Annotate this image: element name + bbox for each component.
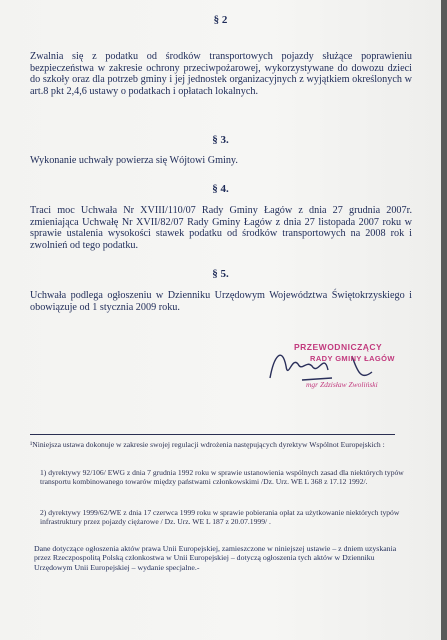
footnote-item-1: 1) dyrektywy 92/106/ EWG z dnia 7 grudnia 1992 roku w sprawie ustanowienia wspólnych zasad dla niektórych typów transportu kombinowanego towarów między państwami członkowskimi /Dz. Urz. WE L 368 z 17.12 1992/. xyxy=(40,468,404,487)
stamp-name: mgr Zdzisław Zwoliński xyxy=(306,380,378,389)
footnote-note: Dane dotyczące ogłoszenia aktów prawa Unii Europejskiej, zamieszczone w niniejszej ustawie – z dniem uzyskania przez Rzeczpospolitą Polską członkostwa w Unii Europejskiej – dotyczą ogłoszenia tych aktów w Dzienniku Urzędowym Unii Europejskiej – wydanie specjalne.- xyxy=(34,544,397,572)
section-2-text: Zwalnia się z podatku od środków transportowych pojazdy służące poprawieniu bezpieczeństwa w zakresie ochrony przeciwpożarowej, wykorzystywane do dowozu dzieci do szkoły oraz dla potrzeb gminy i jej jednostek organizacyjnych z wyjątkiem określonych w art.8 pkt 2,4,6 ustawy o podatkach i opłatach lokalnych. xyxy=(30,51,412,97)
scan-edge xyxy=(441,0,447,640)
section-4-title: § 4. xyxy=(212,183,229,195)
stamp-title: PRZEWODNICZĄCY xyxy=(294,342,383,352)
section-4-text: Traci moc Uchwała Nr XVIII/110/07 Rady Gminy Łagów z dnia 27 grudnia 2007r. zmieniająca Uchwałę Nr XVII/82/07 Rady Gminy Łagów z dnia 27 listopada 2007 roku w sprawie ustalenia wysokości stawek podatku od środków transportowych na 2008 rok i zwolnień od tego podatku. xyxy=(30,205,412,251)
footnote-intro: ¹Niniejsza ustawa dokonuje w zakresie swojej regulacji wdrożenia następujących dyrektyw Wspólnot Europejskich : xyxy=(30,440,385,449)
section-5-title: § 5. xyxy=(212,268,229,280)
footnote-item-2: 2) dyrektywy 1999/62/WE z dnia 17 czerwca 1999 roku w sprawie pobierania opłat za użytkowanie niektórych typów infrastruktury przez pojazdy ciężarowe / Dz. Urz. WE L 187 z 20.07.1999/ . xyxy=(40,508,400,527)
footnote-divider xyxy=(30,434,395,435)
stamp-council: RADY GMINY ŁAGÓW xyxy=(310,354,395,363)
section-3-title: § 3. xyxy=(212,134,229,146)
section-3-text: Wykonanie uchwały powierza się Wójtowi Gminy. xyxy=(30,155,238,166)
signature-stamp xyxy=(262,336,432,392)
section-2-title: § 2 xyxy=(213,14,228,26)
section-5-text: Uchwała podlega ogłoszeniu w Dzienniku Urzędowym Województwa Świętokrzyskiego i obowiązuje od 1 stycznia 2009 roku. xyxy=(30,290,412,313)
